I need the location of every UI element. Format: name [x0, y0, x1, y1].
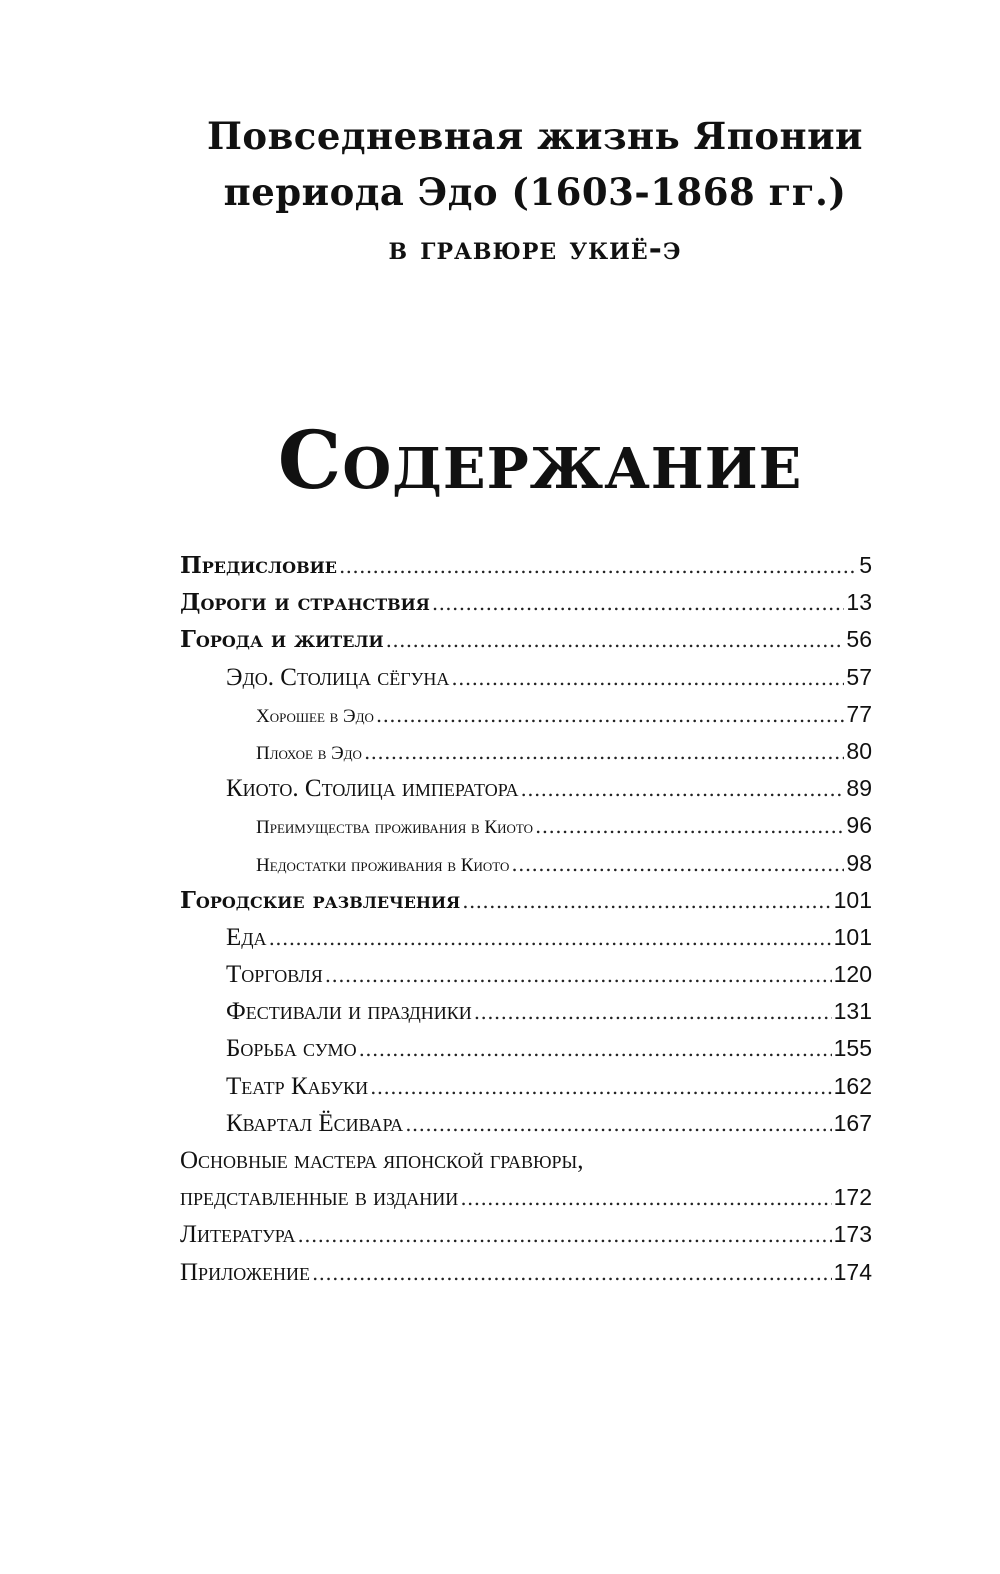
toc-leader	[359, 1037, 832, 1061]
toc-entry-page: 96	[846, 812, 872, 839]
toc-entry-page: 98	[846, 849, 872, 876]
toc-entry-label: Преимущества проживания в Киото	[256, 817, 534, 839]
toc-entry[interactable]	[180, 1259, 872, 1296]
toc-entry[interactable]	[180, 701, 872, 738]
toc-entry-page: 131	[833, 998, 872, 1025]
toc-entry-page: 172	[833, 1184, 872, 1211]
book-title-line-2: периода Эдо (1603-1868 гг.)	[223, 170, 847, 214]
toc-entry[interactable]	[180, 626, 872, 663]
toc-leader	[298, 1223, 832, 1247]
book-title-line-1: Повседневная жизнь Японии	[206, 114, 863, 158]
book-title	[0, 108, 1000, 276]
toc-entry-page: 56	[846, 626, 872, 653]
toc-entry-page: 77	[846, 700, 872, 727]
toc-entry-label: Фестивали и праздники	[226, 998, 472, 1026]
toc-leader	[451, 666, 844, 690]
toc-leader	[462, 889, 831, 913]
toc-entry[interactable]	[180, 1221, 872, 1258]
toc-leader	[521, 777, 845, 801]
toc-leader	[405, 1112, 831, 1136]
toc-entry[interactable]	[180, 924, 872, 961]
toc-entry[interactable]	[180, 1110, 872, 1147]
toc-entry-label: Приложение	[180, 1258, 310, 1286]
contents-heading: Содержание	[277, 413, 803, 507]
toc-entry-page: 80	[846, 737, 872, 764]
toc-entry[interactable]	[180, 664, 872, 701]
toc-entry-first-line[interactable]	[180, 1147, 872, 1184]
toc-entry[interactable]	[180, 589, 872, 626]
toc-entry-label: Города и жители	[180, 626, 384, 654]
toc-entry-label: Предисловие	[180, 552, 337, 579]
toc-entry-label: Хорошее в Эдо	[256, 705, 374, 727]
toc-entry-label: Торговля	[226, 961, 323, 989]
toc-entry[interactable]	[180, 1035, 872, 1072]
toc-entry-label: Плохое в Эдо	[256, 742, 362, 764]
toc-entry[interactable]	[180, 850, 872, 887]
toc-entry-label: Борьба сумо	[226, 1035, 357, 1063]
book-title-line-3: в гравюре укиё-э	[388, 229, 682, 267]
toc-entry-page: 167	[833, 1109, 872, 1136]
toc-leader	[386, 628, 845, 652]
toc-entry[interactable]	[180, 998, 872, 1035]
toc-entry-page: 174	[833, 1258, 872, 1285]
toc-leader	[460, 1186, 831, 1210]
toc-entry[interactable]	[180, 887, 872, 924]
toc-entry-page: 89	[846, 775, 872, 802]
toc-entry-label: Киото. Столица императора	[226, 775, 519, 803]
toc-entry-label: Квартал Ёсивара	[226, 1109, 404, 1137]
toc-entry-page: 120	[833, 961, 872, 988]
toc-leader	[535, 814, 844, 838]
toc-entry-page: 13	[846, 589, 872, 616]
toc-entry-label: Городские развлечения	[180, 886, 461, 914]
toc-entry[interactable]	[180, 961, 872, 998]
toc-entry-label: Недостатки проживания в Киото	[256, 854, 510, 876]
toc-entry[interactable]	[180, 552, 872, 589]
toc-entry-page: 162	[833, 1072, 872, 1099]
toc-entry-label: представленные в издании	[180, 1184, 459, 1212]
toc-entry-page: 155	[833, 1035, 872, 1062]
toc-leader	[511, 852, 844, 876]
toc-entry-label: Театр Кабуки	[226, 1072, 369, 1100]
toc-entry[interactable]	[180, 775, 872, 812]
toc-leader	[339, 554, 857, 578]
toc-entry-page: 101	[833, 923, 872, 950]
toc-leader	[370, 1075, 832, 1099]
toc-leader	[269, 926, 832, 950]
table-of-contents	[180, 552, 872, 1296]
toc-entry[interactable]	[180, 1073, 872, 1110]
toc-entry-page: 5	[859, 552, 872, 578]
toc-leader	[364, 740, 844, 764]
toc-entry-page: 173	[833, 1221, 872, 1248]
toc-entry-label: Основные мастера японской гравюры,	[180, 1147, 584, 1174]
toc-leader	[474, 1000, 832, 1024]
toc-leader	[312, 1261, 832, 1285]
toc-leader	[432, 591, 845, 615]
toc-entry-label: Литература	[180, 1221, 296, 1249]
toc-entry-label: Дороги и странствия	[180, 589, 430, 617]
toc-leader	[325, 963, 832, 987]
toc-entry-page: 101	[833, 886, 872, 913]
toc-leader	[376, 703, 845, 727]
toc-entry[interactable]	[180, 1184, 872, 1221]
toc-entry-label: Эдо. Столица сёгуна	[226, 663, 450, 691]
toc-entry-page: 57	[846, 663, 872, 690]
toc-entry[interactable]	[180, 738, 872, 775]
toc-entry-label: Еда	[226, 923, 267, 951]
toc-entry[interactable]	[180, 812, 872, 849]
